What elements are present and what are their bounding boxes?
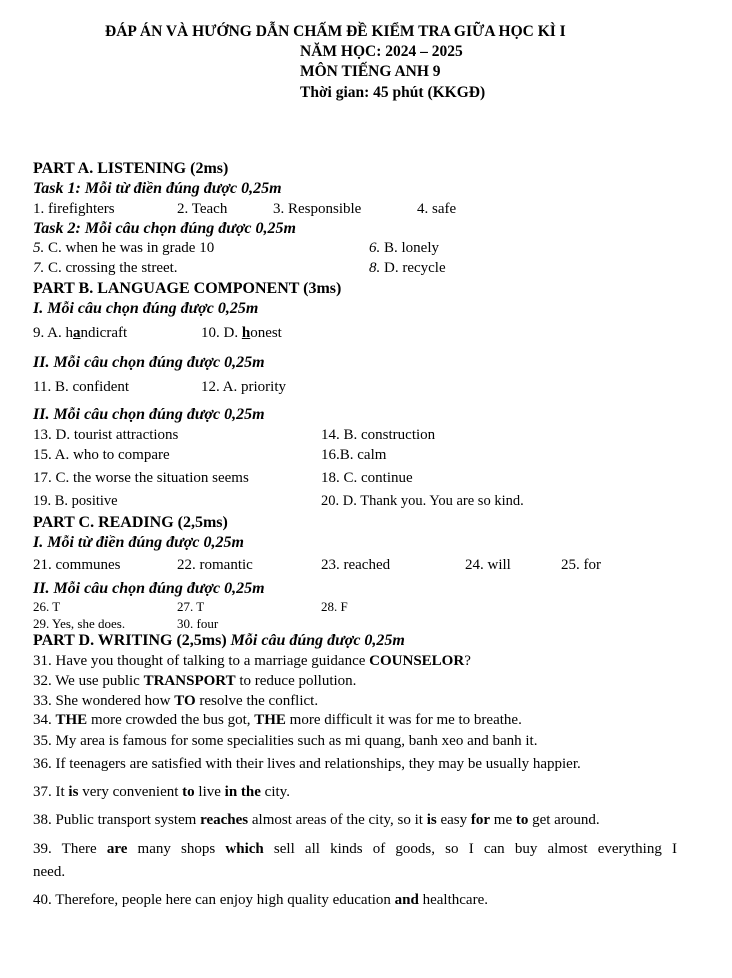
sentence-39-cont: need.	[33, 864, 66, 880]
sentence-34: 34. THE more crowded the bus got, THE more difficult it was for me to breathe.	[33, 712, 522, 728]
task2-title: Task 2: Mỗi câu chọn đúng được 0,25m	[33, 220, 296, 237]
answer-7: 7. C. crossing the street.	[33, 260, 178, 276]
answer-2: 2. Teach	[177, 201, 228, 217]
part-b-sec2-title: II. Mỗi câu chọn đúng được 0,25m	[33, 354, 265, 371]
answer-9: 9. A. handicraft	[33, 325, 128, 341]
answer-19: 19. B. positive	[33, 493, 118, 509]
sentence-33: 33. She wondered how TO resolve the conflict.	[33, 693, 319, 709]
sentence-31: 31. Have you thought of talking to a marriage guidance COUNSELOR?	[33, 653, 471, 669]
doc-title: ĐÁP ÁN VÀ HƯỚNG DẪN CHẤM ĐỀ KIỂM TRA GIỮA HỌC KÌ I	[105, 23, 566, 40]
answer-6: 6. B. lonely	[369, 240, 439, 256]
answer-20: 20. D. Thank you. You are so kind.	[321, 493, 524, 509]
answer-14: 14. B. construction	[321, 427, 436, 443]
answer-24: 24. will	[465, 557, 511, 573]
answer-11: 11. B. confident	[33, 379, 130, 395]
answer-15: 15. A. who to compare	[33, 447, 170, 463]
exam-time: Thời gian: 45 phút (KKGĐ)	[300, 84, 486, 101]
answer-12: 12. A. priority	[201, 379, 286, 395]
part-c-sec2-title: II. Mỗi câu chọn đúng được 0,25m	[33, 580, 265, 597]
answer-1: 1. firefighters	[33, 201, 115, 217]
part-a-title: PART A. LISTENING (2ms)	[33, 160, 229, 177]
sentence-36: 36. If teenagers are satisfied with their lives and relationships, they may be usually happier.	[33, 756, 581, 772]
answer-4: 4. safe	[417, 201, 457, 217]
sentence-37: 37. It is very convenient to live in the city.	[33, 784, 290, 800]
task1-title: Task 1: Mỗi từ điền đúng được 0,25m	[33, 180, 282, 197]
part-b-sec3-title: II. Mỗi câu chọn đúng được 0,25m	[33, 406, 265, 423]
answer-3: 3. Responsible	[273, 201, 362, 217]
answer-13: 13. D. tourist attractions	[33, 427, 179, 443]
answer-17: 17. C. the worse the situation seems	[33, 470, 249, 486]
part-b-sec1-title: I. Mỗi câu chọn đúng được 0,25m	[33, 300, 259, 317]
answer-18: 18. C. continue	[321, 470, 413, 486]
sentence-35: 35. My area is famous for some specialities such as mi quang, banh xeo and banh it.	[33, 733, 538, 749]
answer-30: 30. four	[177, 616, 219, 631]
sentence-39: 39. There are many shops which sell all kinds of goods, so I can buy almost everything I	[33, 841, 678, 857]
answer-27: 27. T	[177, 599, 205, 614]
part-c-sec1-title: I. Mỗi từ điền đúng được 0,25m	[33, 534, 244, 551]
answer-28: 28. F	[321, 599, 348, 614]
answer-10: 10. D. honest	[201, 325, 282, 341]
part-d-title: PART D. WRITING (2,5ms) Mỗi câu đúng được 0,25m	[33, 632, 405, 649]
answer-5: 5. C. when he was in grade 10	[33, 240, 215, 256]
answer-26: 26. T	[33, 599, 61, 614]
answer-25: 25. for	[561, 557, 601, 573]
answer-29: 29. Yes, she does.	[33, 616, 126, 631]
answer-16: 16.B. calm	[321, 447, 387, 463]
sentence-32: 32. We use public TRANSPORT to reduce pollution.	[33, 673, 357, 689]
school-year: NĂM HỌC: 2024 – 2025	[300, 43, 463, 60]
answer-22: 22. romantic	[177, 557, 253, 573]
sentence-38: 38. Public transport system reaches almost areas of the city, so it is easy for me to get around.	[33, 812, 600, 828]
subject: MÔN TIẾNG ANH 9	[300, 63, 441, 80]
part-c-title: PART C. READING (2,5ms)	[33, 514, 228, 531]
part-b-title: PART B. LANGUAGE COMPONENT (3ms)	[33, 280, 342, 297]
answer-21: 21. communes	[33, 557, 121, 573]
sentence-40: 40. Therefore, people here can enjoy high quality education and healthcare.	[33, 892, 488, 908]
answer-23: 23. reached	[321, 557, 391, 573]
answer-8: 8. D. recycle	[369, 260, 446, 276]
